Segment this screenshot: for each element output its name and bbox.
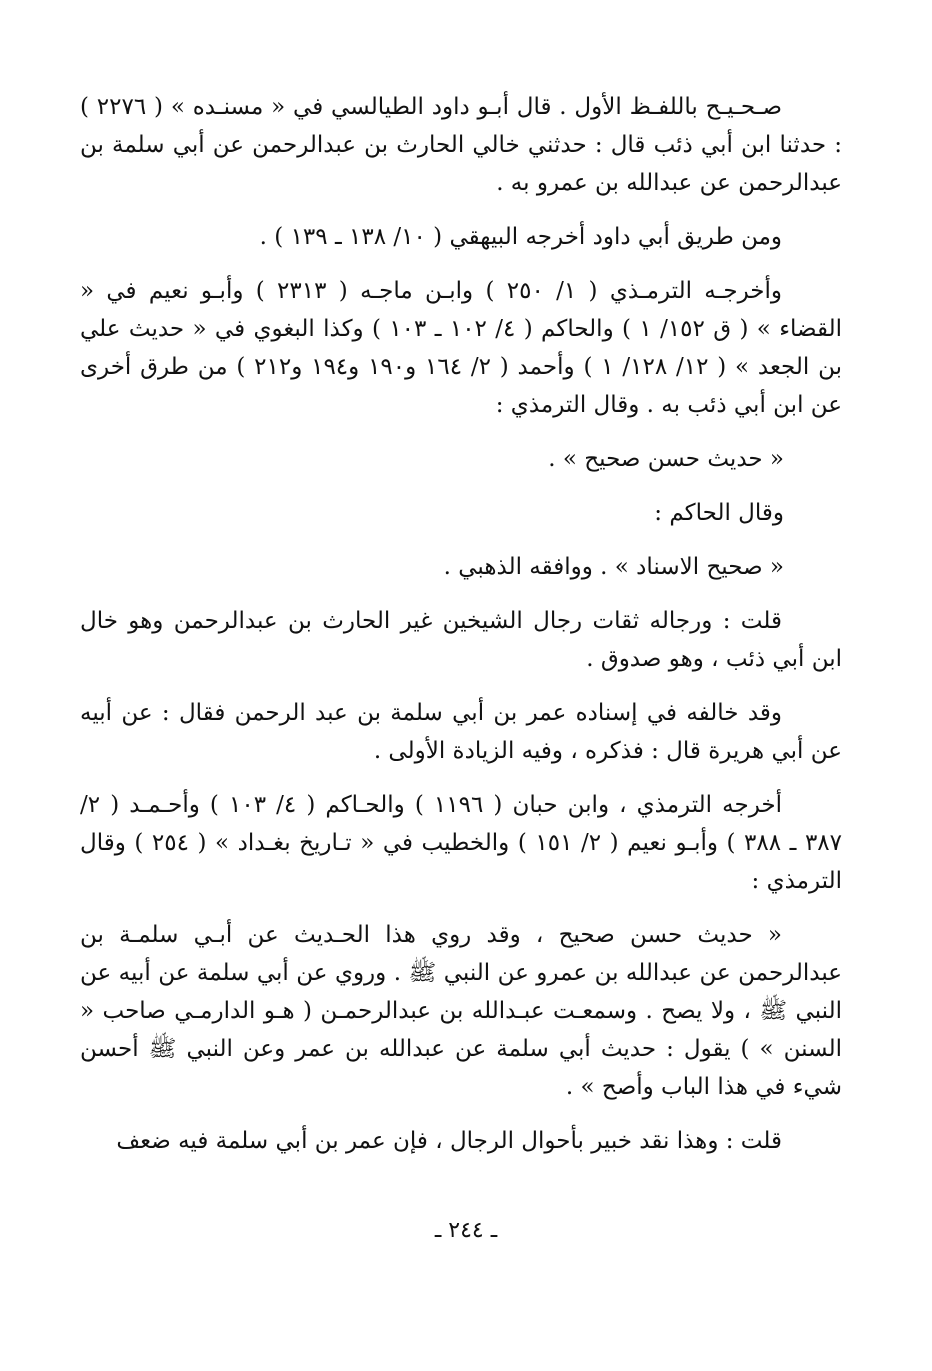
paragraph-narrators-note: قلت : ورجاله ثقات رجال الشيخين غير الحارث بن عبدالرحمن وهو خال ابن أبي ذئب ، وهو صدوق .	[80, 608, 842, 672]
label-hakim: وقال الحاكم :	[654, 500, 784, 526]
paragraph-final-note: قلت : وهذا نقد خبير بأحوال الرجال ، فإن عمر بن أبي سلمة فيه ضعف	[116, 1128, 782, 1154]
paragraph-tirmidhi-sources: وأخرجـه الترمـذي ( ١/ ٢٥٠ ) وابـن ماجـه ( ٢٣١٣ ) وأبـو نعيم في « القضاء » ( ق ١٥٢/ ١ ) والحاكم ( ٤/ ١٠٢ ـ ١٠٣ ) وكذا البغوي في « حديث علي بن الجعد » ( ١٢/ ١٢٨/ ١ ) وأحمد ( ٢/ ١٦٤ و١٩٠ و١٩٤ و٢١٢ ) من طرق أخرى عن ابن أبي ذئب به . وقال الترمذي :	[80, 278, 842, 418]
paragraph-hadith-grading: صـحـيـح باللفـظ الأول . قال أبـو داود الطيالسي في « مسنـده » ( ٢٢٧٦ ) : حدثنا ابن أبي ذئب قال : حدثني خالي الحارث بن عبدالرحمن عن أبي سلمة بن عبدالرحمن عن عبدالله بن عمرو به .	[80, 94, 842, 196]
quote-hakim: « صحيح الاسناد » . ووافقه الذهبي .	[443, 554, 784, 580]
paragraph-bayhaqi: ومن طريق أبي داود أخرجه البيهقي ( ١٠/ ١٣٨ ـ ١٣٩ ) .	[259, 224, 782, 250]
page-body	[80, 88, 842, 1176]
paragraph-tirmidhi-quote: « حديث حسن صحيح ، وقد روي هذا الحـديث عن أبـي سلمـة بن عبدالرحمن عن عبدالله بن عمرو عن النبي ﷺ . وروي عن أبي سلمة عن أبيه عن النبي ﷺ ، ولا يصح . وسمعـت عبـدالله بن عبدالرحمـن ( هـو الدارمـي صاحب « السنن » ) يقول : حديث أبي سلمة عن عبدالله بن عمر وعن النبي ﷺ أحسن شيء في هذا الباب وأصح » .	[80, 922, 842, 1100]
page-number: ـ ٢٤٤ ـ	[434, 1218, 498, 1243]
paragraph-other-sources: أخرجه الترمذي ، وابن حبان ( ١١٩٦ ) والحـاكم ( ٤/ ١٠٣ ) وأحـمـد ( ٢/ ٣٨٧ ـ ٣٨٨ ) وأبـو نعيم ( ٢/ ١٥١ ) والخطيب في « تـاريخ بغـداد » ( ٢٥٤ ) وقال الترمذي :	[80, 792, 843, 894]
quote-tirmidhi: « حديث حسن صحيح » .	[548, 446, 784, 472]
paragraph-disagreement: وقد خالفه في إسناده عمر بن أبي سلمة بن عبد الرحمن فقال : عن أبيه عن أبي هريرة قال : فذكره ، وفيه الزيادة الأولى .	[80, 700, 842, 764]
